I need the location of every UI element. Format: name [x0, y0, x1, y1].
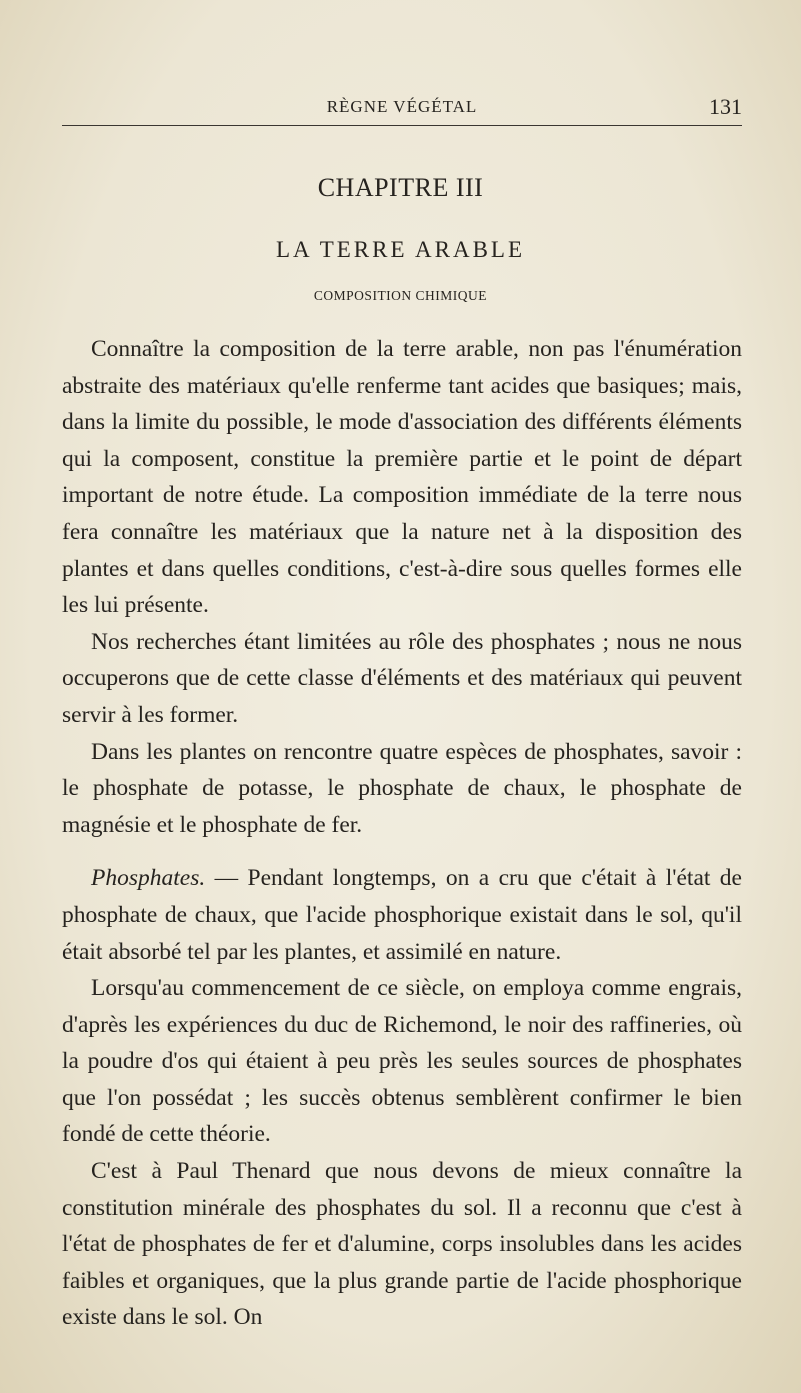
section-title: LA TERRE ARABLE [275, 237, 526, 262]
paragraph-text: Connaître la composition de la terre arable, non pas l'énumération abstraite des matériaux qu'elle renferme tant acides que basiques; mais, dans la limite du possible, le mode d'association des différents éléments qui la composent, constitue la première partie et le point de départ important de notre étude. La composition immédiate de la terre nous fera connaître les matériaux que la nature net à la disposition des plantes et dans quelles conditions, c'est-à-dire sous quelles formes elle les lui présente. [62, 336, 742, 619]
paragraph-text: C'est à Paul Thenard que nous devons de mieux connaître la constitution minérale des phosphates du sol. Il a reconnu que c'est à l'état de phosphates de fer et d'alumine, corps insolubles dans les acides faibles et organiques, que la plus grande partie de l'acide phosphorique existe dans le sol. On [62, 1158, 742, 1331]
paragraph-text: Dans les plantes on rencontre quatre espèces de phosphates, savoir : le phosphate de potasse, le phosphate de chaux, le phosphate de magnésie et le phosphate de fer. [62, 738, 742, 838]
section-subtitle: COMPOSITION CHIMIQUE [313, 288, 488, 303]
paragraph-text: Lorsqu'au commencement de ce siècle, on employa comme engrais, d'après les expériences du duc de Richemond, le noir des raffineries, où la poudre d'os qui étaient à peu près les seules sources de phosphates que l'on possédat ; les succès obtenus semblèrent confirmer le bien fondé de cette théorie. [62, 975, 742, 1148]
paragraph [62, 331, 742, 624]
paragraph-lead: Phosphates. [91, 865, 206, 892]
paragraph-text: Nos recherches étant limitées au rôle des phosphates ; nous ne nous occuperons que de cette classe d'éléments et des matériaux qui peuvent servir à les former. [62, 628, 742, 728]
paragraph [62, 734, 742, 844]
running-head [62, 92, 742, 122]
paragraph [62, 624, 742, 734]
paragraph [62, 970, 742, 1153]
paragraph [62, 860, 742, 970]
body-text [62, 331, 742, 1336]
paragraph-text: — Pendant longtemps, on a cru que c'était à l'état de phosphate de chaux, que l'acide phosphorique existait dans le sol, qu'il était absorbé tel par les plantes, et assimilé en nature. [62, 865, 742, 965]
page-number: 131 [709, 94, 742, 119]
chapter-title: CHAPITRE III [317, 173, 484, 202]
running-title: RÈGNE VÉGÉTAL [326, 97, 478, 116]
paragraph [62, 1153, 742, 1336]
header-rule [62, 125, 742, 126]
